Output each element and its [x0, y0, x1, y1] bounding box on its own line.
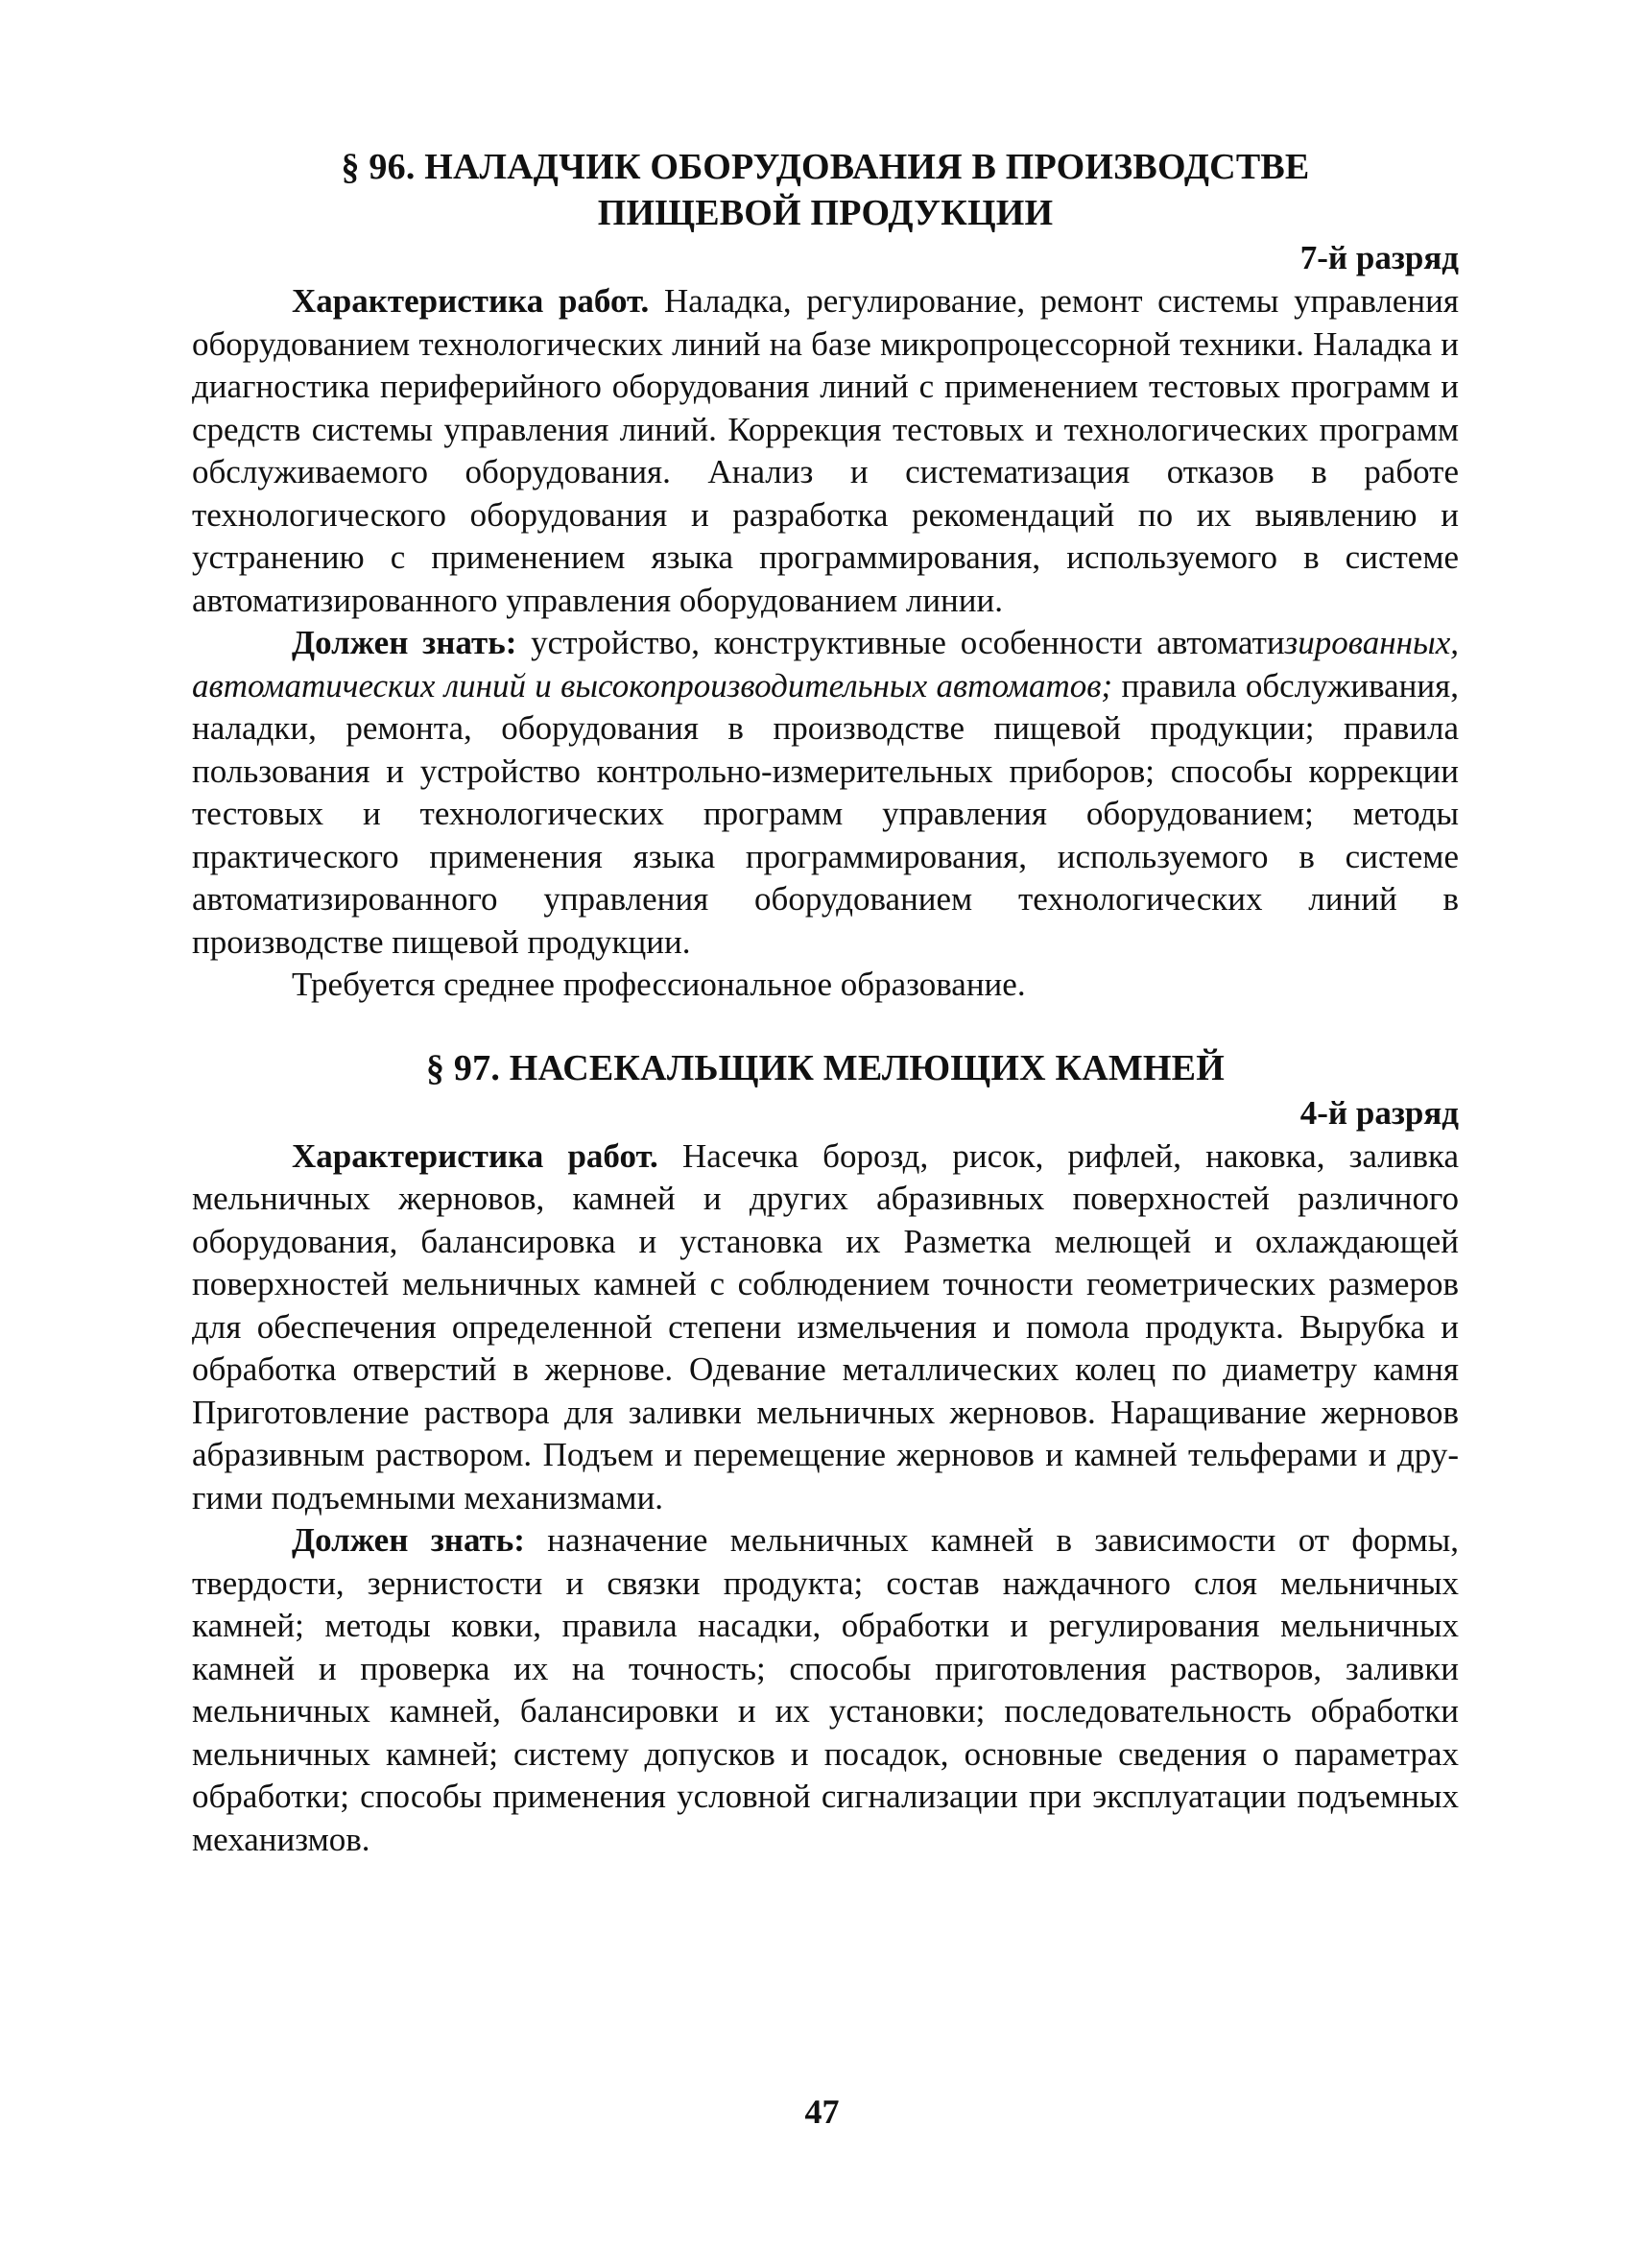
section-97-characteristics-lead: Характеристика работ. — [292, 1136, 658, 1175]
page-number: 47 — [804, 2092, 840, 2131]
section-96-knowledge — [192, 622, 1459, 964]
section-96-characteristics-text: Наладка, регулирование, ремонт системы управления оборудованием технологических линий на базе микропроцессорной техники. Наладка и диагностика периферийного оборудования линий с применением тестовых программ и средств системы управления линий. Коррекция тестовых и технологических программ обслуживаемого оборудования. Анализ и систематизация отказов в работе технологического оборудования и разработка рекомендаций по их выявлению и устранению с применением языка программирования, используемого в системе автоматизированного управления оборудованием линии. — [192, 282, 1459, 619]
section-96-characteristics — [192, 280, 1459, 622]
section-96-grade: 7-й разряд — [1299, 239, 1459, 276]
section-97-characteristics-text: Насечка борозд, рисок, рифлей, наковка, заливка мельничных жерновов, камней и других абразивных поверхностей различного оборудования, балансировка и установка их Разметка мелющей и охлаждающей поверхностей мельничных камней с соблюдением точности геометрических размеров для обеспечения определенной степени измельчения и помола продукта. Вырубка и обработка отверстий в жернове. Одевание металлических колец по диаметру камня Приготовление раствора для заливки мельничных жерновов. Наращивание жерновов абразивным раствором. Подъем и перемещение жерновов и камней тельферами и другими подъемными механизмами. — [192, 1136, 1459, 1516]
section-96-knowledge-text-2: правила обслуживания, наладки, ремонта, оборудования в производстве пищевой продукции; правила пользования и устройство контрольно-измерительных приборов; способы коррекции тестовых и технологических программ управления оборудованием; методы практического применения языка программирования, используемого в системе автоматизированного управления оборудованием технологических линий в производстве пищевой продукции. — [192, 666, 1459, 961]
section-97-knowledge-text: назначение мельничных камней в зависимости от формы, твердости, зернистости и связки продукта; состав наждачного слоя мельничных камней; методы ковки, правила насадки, обработки и регулирования мельничных камней и проверка их на точность; способы приготовления растворов, заливки мельничных камней, балансировки и их установки; последовательность обработки мельничных камней; систему допусков и посадок, основные сведения о параметрах обработки; способы применения условной сигнализации при эксплуатации подъемных механизмов. — [192, 1521, 1459, 1858]
section-96-knowledge-text-1: устройство, конструктивные особенности автомати — [516, 624, 1285, 661]
section-96-title-line2: ПИЩЕВОЙ ПРОДУКЦИИ — [597, 193, 1054, 233]
document-page — [192, 144, 1459, 2121]
section-96-characteristics-lead: Характеристика работ. — [292, 282, 650, 320]
section-97-knowledge — [192, 1519, 1459, 1861]
section-96-title-line1: § 96. НАЛАДЧИК ОБОРУДОВАНИЯ В ПРОИЗВОДСТВЕ — [341, 147, 1310, 187]
section-97-title: § 97. НАСЕКАЛЬЩИК МЕЛЮЩИХ КАМНЕЙ — [426, 1047, 1225, 1088]
section-97-grade: 4-й разряд — [1299, 1093, 1459, 1132]
section-97-characteristics — [192, 1135, 1459, 1520]
section-96 — [192, 144, 1459, 1007]
section-96-knowledge-text-italic: зированных, автоматических линий и высокопроизводительных автоматов; — [192, 624, 1459, 704]
section-96-knowledge-lead: Должен знать: — [292, 624, 517, 661]
section-97-knowledge-lead: Должен знать: — [292, 1521, 525, 1559]
section-97 — [192, 1045, 1459, 1862]
section-96-requirement: Требуется среднее профессиональное образование. — [292, 966, 1026, 1003]
section-spacer — [192, 1007, 1459, 1045]
